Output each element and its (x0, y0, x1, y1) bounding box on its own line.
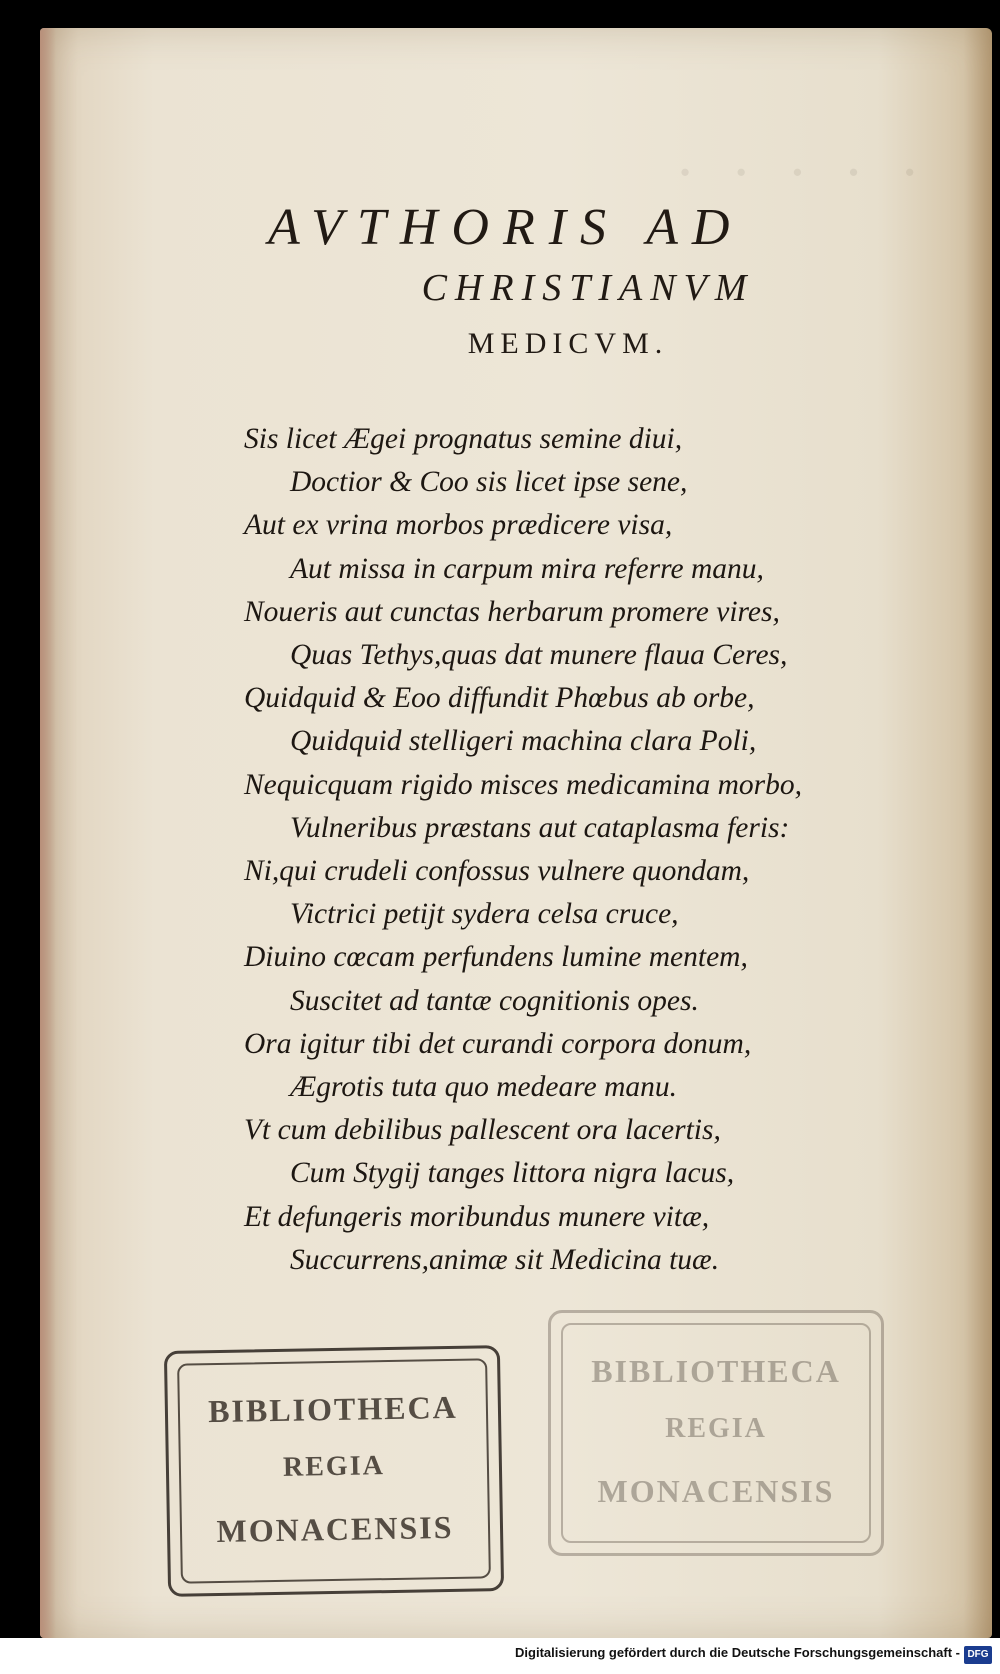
stamp-line-2: REGIA (665, 1413, 767, 1444)
funding-credit: Digitalisierung gefördert durch die Deutsche Forschungsgemeinschaft - (515, 1645, 960, 1660)
poem-line: Ni,qui crudeli confossus vulnere quondam, (244, 855, 750, 888)
stamp-line-1: BIBLIOTHECA (207, 1388, 459, 1430)
poem-line: Quas Tethys,quas dat munere flaua Ceres, (290, 639, 788, 672)
poem-line: Sis licet Ægei prognatus semine diui, (244, 423, 683, 455)
poem (244, 418, 934, 1282)
library-stamp-faint (548, 1310, 884, 1556)
page-title (248, 198, 928, 370)
title-line-1: AVTHORIS AD (268, 199, 744, 256)
show-through-text: · · · · · (664, 139, 920, 207)
poem-line: Vulneribus præstans aut cataplasma feris: (290, 811, 790, 844)
poem-line: Ora igitur tibi det curandi corpora donum, (244, 1027, 752, 1060)
dfg-logo: DFG (964, 1646, 992, 1664)
poem-line: Quidquid & Eoo diffundit Phœbus ab orbe, (244, 682, 755, 715)
poem-line: Ægrotis tuta quo medeare manu. (290, 1071, 678, 1104)
poem-line: Victrici petijt sydera celsa cruce, (290, 898, 679, 931)
poem-line: Vt cum debilibus pallescent ora lacertis, (244, 1114, 721, 1147)
stamp-line-3: MONACENSIS (216, 1508, 454, 1550)
poem-line: Aut ex vrina morbos prædicere visa, (244, 509, 673, 542)
stamp-line-2: REGIA (282, 1450, 386, 1483)
poem-line: Doctior & Coo sis licet ipse sene, (290, 466, 688, 499)
poem-line: Nequicquam rigido misces medicamina morbo, (244, 768, 802, 801)
poem-line: Noueris aut cunctas herbarum promere vires, (244, 595, 780, 628)
title-line-3: MEDICVM. (467, 327, 669, 360)
library-stamp (164, 1345, 504, 1597)
poem-line: Aut missa in carpum mira referre manu, (290, 552, 764, 585)
poem-line: Suscitet ad tantæ cognitionis opes. (290, 984, 699, 1017)
poem-line: Cum Stygij tanges littora nigra lacus, (290, 1157, 735, 1190)
footer-bar (0, 1638, 1000, 1674)
title-line-2: CHRISTIANVM (421, 267, 755, 309)
poem-line: Succurrens,animæ sit Medicina tuæ. (290, 1243, 720, 1276)
poem-line: Quidquid stelligeri machina clara Poli, (290, 725, 757, 758)
stamp-line-1: BIBLIOTHECA (591, 1353, 841, 1389)
poem-line: Diuino cœcam perfundens lumine mentem, (244, 941, 748, 974)
poem-line: Et defungeris moribundus munere vitæ, (244, 1200, 710, 1233)
stamp-line-3: MONACENSIS (597, 1473, 835, 1509)
